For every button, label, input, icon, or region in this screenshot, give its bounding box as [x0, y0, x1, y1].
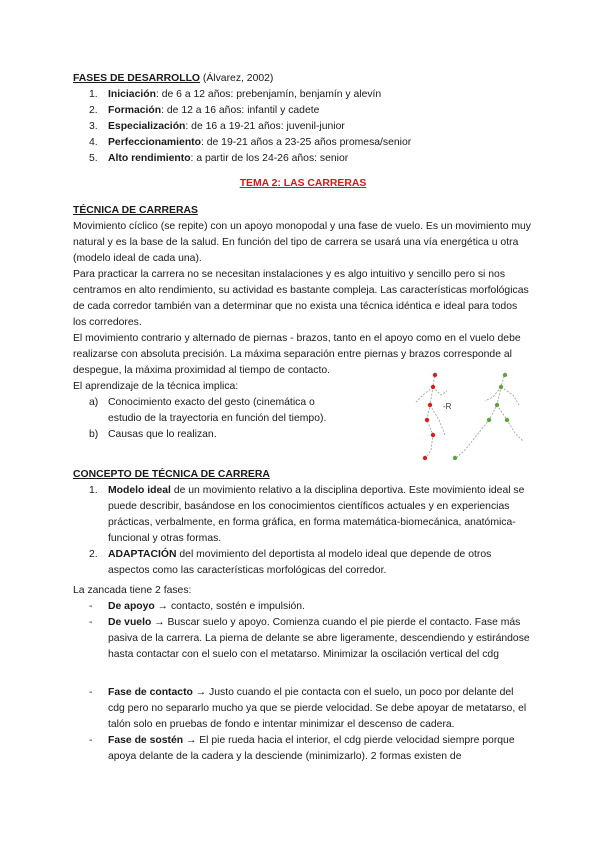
list-item: 3. Especialización: de 16 a 19-21 años: juvenil-junior [89, 121, 345, 132]
list-item: 1. Iniciación: de 6 a 12 años: prebenjamín, benjamín y alevín [89, 89, 382, 100]
fases-list [73, 87, 533, 167]
concepto-section [73, 467, 528, 579]
list-item: 2. Formación: de 12 a 16 años: infantil y cadete [89, 105, 320, 116]
tecnica-paragraph: El aprendizaje de la técnica implica: [73, 381, 239, 392]
list-item: - Fase de sostén → El pie rueda hacia el interior, el cdg pierde velocidad siempre porque apoya delante de la cadera y la desciende (minimizarlo). 2 formas existen de [89, 735, 515, 762]
runner-sequence-image [405, 365, 535, 465]
fases-title: FASES DE DESARROLLO [73, 73, 201, 84]
fases-author: (Álvarez, 2002) [202, 73, 274, 84]
zancada-intro: La zancada tiene 2 fases: [73, 585, 192, 596]
figure-label: -R [443, 402, 452, 411]
list-item: b) Causas que lo realizan. [89, 429, 217, 440]
zancada-list-b [73, 685, 533, 765]
fases-section [73, 71, 533, 167]
list-item: 1. Modelo ideal de un movimiento relativo a la disciplina deportiva. Este movimiento ideal se puede describir, basándose en los conocimientos científicos actuales y en experiencias prácticas, verbalmente, en forma gráfica, en forma matemática-biomecánica, anatómica-funcional y otras formas. [89, 485, 525, 544]
list-item: 2. ADAPTACIÓN del movimiento del deportista al modelo ideal que depende de otros aspectos como las características morfológicas del corredor. [89, 549, 492, 576]
list-item: 4. Perfeccionamiento: de 19-21 años a 23-25 años promesa/senior [89, 137, 412, 148]
tema-title: TEMA 2: LAS CARRERAS [239, 178, 367, 189]
list-item: - De apoyo → contacto, sostén e impulsión. [89, 601, 305, 612]
list-item: a) Conocimiento exacto del gesto (cinemática o estudio de la trayectoria en función del tiempo). [89, 397, 327, 424]
concepto-title: CONCEPTO DE TÉCNICA DE CARRERA [73, 469, 270, 480]
tecnica-paragraph: El movimiento contrario y alternado de piernas - brazos, tanto en el apoyo como en el vuelo debe realizarse con absoluta precisión. La máxima separación entre piernas y brazos corresponde al despegue, la máxima proximidad al tiempo de contacto. [73, 333, 521, 376]
tecnica-paragraph: Movimiento cíclico (se repite) con un apoyo monopodal y una fase de vuelo. Es un movimiento muy natural y es la base de la salud. En función del tipo de carrera se usará una vía energética u otra (modelo ideal de cada una). [73, 221, 531, 264]
list-item: 5. Alto rendimiento: a partir de los 24-26 años: senior [89, 153, 349, 164]
tecnica-title: TÉCNICA DE CARRERAS [73, 205, 198, 216]
concepto-list [73, 483, 528, 579]
list-item: - De vuelo → Buscar suelo y apoyo. Comienza cuando el pie pierde el contacto. Fase más pasiva de la carrera. La pierna de delante se abre ligeramente, descendiendo y estirándose hasta contactar con el suelo con el metatarso. Minimizar la oscilación vertical del cdg [89, 617, 530, 660]
zancada-list-a [73, 599, 533, 663]
list-item: - Fase de contacto → Justo cuando el pie contacta con el suelo, un poco por delante del cdg pero no separarlo mucho ya que se pierde velocidad. Se debe apoyar de metatarso, el talón solo en pruebas de fondo e intentar minimizar el descenso de cadera. [89, 687, 527, 730]
tecnica-paragraph: Para practicar la carrera no se necesitan instalaciones y es algo intuitivo y sencillo pero si nos centramos en alto rendimiento, su actividad es bastante compleja. Las características morfológicas de cada corredor también van a determinar que no exista una técnica idéntica e ideal para todos los corredores. [73, 269, 529, 328]
tecnica-list [73, 395, 328, 443]
